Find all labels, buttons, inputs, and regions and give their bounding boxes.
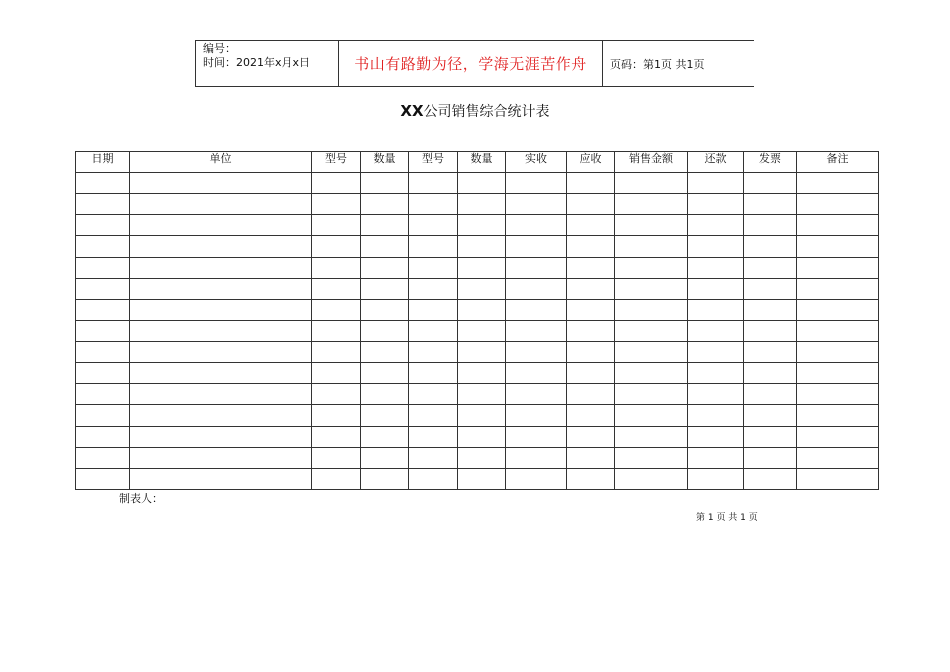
table-cell [688, 405, 744, 426]
table-cell [615, 236, 688, 257]
table-cell [797, 363, 879, 384]
table-body [76, 173, 879, 490]
table-cell [76, 384, 130, 405]
table-cell [744, 320, 797, 341]
table-cell [76, 173, 130, 194]
table-cell [130, 236, 312, 257]
table-row [76, 257, 879, 278]
table-cell [458, 173, 506, 194]
table-cell [361, 320, 409, 341]
table-cell [744, 468, 797, 489]
table-cell [797, 236, 879, 257]
table-cell [506, 236, 567, 257]
table-cell [688, 173, 744, 194]
table-cell [615, 257, 688, 278]
table-cell [797, 173, 879, 194]
page-number-label: 页码：第1页 共1页 [610, 57, 705, 71]
table-cell [312, 278, 361, 299]
table-cell [744, 215, 797, 236]
table-cell [744, 236, 797, 257]
table-header-row [76, 152, 879, 173]
table-cell [312, 194, 361, 215]
table-cell [506, 342, 567, 363]
table-cell [615, 426, 688, 447]
table-cell [409, 194, 458, 215]
table-cell [615, 173, 688, 194]
serial-number-label: 编号： [203, 42, 236, 55]
table-cell [361, 405, 409, 426]
table-cell [506, 194, 567, 215]
table-row [76, 468, 879, 489]
table-cell [615, 299, 688, 320]
page-title [0, 101, 950, 121]
table-cell [409, 363, 458, 384]
table-cell [797, 299, 879, 320]
table-cell [312, 236, 361, 257]
table-cell [458, 320, 506, 341]
table-cell [76, 342, 130, 363]
table-cell [361, 299, 409, 320]
table-cell [458, 236, 506, 257]
table-cell [409, 468, 458, 489]
table-cell [797, 194, 879, 215]
table-row [76, 384, 879, 405]
table-cell [688, 468, 744, 489]
table-cell [797, 215, 879, 236]
table-cell [688, 363, 744, 384]
table-cell [130, 320, 312, 341]
table-cell [688, 320, 744, 341]
table-cell [744, 447, 797, 468]
table-cell [615, 215, 688, 236]
table-cell [458, 299, 506, 320]
col-header-unit: 单位 [130, 152, 312, 173]
table-cell [458, 194, 506, 215]
col-header-model-2: 型号 [409, 152, 458, 173]
date-label: 时间：2021年x月x日 [203, 56, 311, 69]
document-header [195, 40, 754, 87]
table-cell [688, 215, 744, 236]
table-cell [361, 468, 409, 489]
table-cell [797, 468, 879, 489]
table-cell [688, 194, 744, 215]
table-cell [409, 257, 458, 278]
table-cell [744, 299, 797, 320]
table-cell [797, 447, 879, 468]
table-cell [130, 194, 312, 215]
table-cell [76, 236, 130, 257]
table-cell [458, 215, 506, 236]
table-cell [312, 299, 361, 320]
table-cell [409, 342, 458, 363]
header-meta [196, 41, 339, 86]
table-cell [567, 299, 615, 320]
table-cell [361, 363, 409, 384]
col-header-sales-amount: 销售金额 [615, 152, 688, 173]
col-header-quantity-2: 数量 [458, 152, 506, 173]
table-cell [458, 426, 506, 447]
table-cell [797, 342, 879, 363]
table-cell [506, 257, 567, 278]
table-cell [506, 320, 567, 341]
col-header-received: 实收 [506, 152, 567, 173]
table-cell [312, 447, 361, 468]
table-cell [615, 468, 688, 489]
table-cell [567, 384, 615, 405]
table-cell [506, 384, 567, 405]
table-cell [567, 405, 615, 426]
table-row [76, 215, 879, 236]
table-cell [567, 342, 615, 363]
table-cell [506, 278, 567, 299]
table-cell [615, 278, 688, 299]
table-cell [458, 278, 506, 299]
table-cell [567, 173, 615, 194]
table-row [76, 236, 879, 257]
header-motto-cell [339, 41, 603, 86]
table-cell [744, 342, 797, 363]
table-cell [506, 447, 567, 468]
table-cell [615, 405, 688, 426]
table-cell [506, 426, 567, 447]
table-cell [688, 299, 744, 320]
table-cell [312, 173, 361, 194]
table-cell [744, 173, 797, 194]
table-cell [76, 215, 130, 236]
table-cell [76, 320, 130, 341]
table-cell [130, 299, 312, 320]
table-cell [130, 405, 312, 426]
table-cell [361, 426, 409, 447]
table-cell [361, 257, 409, 278]
table-cell [458, 468, 506, 489]
table-cell [506, 468, 567, 489]
table-row [76, 278, 879, 299]
table-cell [458, 405, 506, 426]
table-cell [409, 447, 458, 468]
table-cell [688, 236, 744, 257]
table-cell [409, 384, 458, 405]
table-cell [130, 426, 312, 447]
sales-summary-table [75, 151, 879, 490]
col-header-remarks: 备注 [797, 152, 879, 173]
table-cell [458, 257, 506, 278]
table-cell [688, 447, 744, 468]
table-cell [130, 278, 312, 299]
motto-text: 书山有路勤为径，学海无涯苦作舟 [354, 55, 587, 73]
table-cell [409, 299, 458, 320]
table-cell [506, 173, 567, 194]
table-cell [409, 278, 458, 299]
table-cell [567, 468, 615, 489]
table-cell [567, 363, 615, 384]
table-cell [76, 468, 130, 489]
table-cell [458, 384, 506, 405]
table-cell [615, 342, 688, 363]
table-cell [615, 194, 688, 215]
table-cell [744, 426, 797, 447]
table-cell [688, 257, 744, 278]
table-cell [615, 320, 688, 341]
table-cell [567, 426, 615, 447]
table-cell [797, 426, 879, 447]
table-cell [567, 194, 615, 215]
table-cell [567, 278, 615, 299]
table-cell [567, 257, 615, 278]
table-cell [130, 257, 312, 278]
table-cell [361, 447, 409, 468]
table-cell [312, 257, 361, 278]
table-row [76, 363, 879, 384]
table-row [76, 342, 879, 363]
table-cell [506, 215, 567, 236]
table-cell [130, 363, 312, 384]
table-cell [130, 447, 312, 468]
col-header-date: 日期 [76, 152, 130, 173]
table-cell [615, 363, 688, 384]
table-cell [130, 384, 312, 405]
table-cell [76, 194, 130, 215]
col-header-invoice: 发票 [744, 152, 797, 173]
table-cell [797, 320, 879, 341]
table-cell [361, 236, 409, 257]
table-cell [567, 236, 615, 257]
table-cell [744, 194, 797, 215]
table-cell [312, 405, 361, 426]
table-cell [312, 384, 361, 405]
table-cell [797, 278, 879, 299]
table-cell [506, 405, 567, 426]
table-cell [506, 299, 567, 320]
table-cell [312, 363, 361, 384]
table-cell [361, 194, 409, 215]
table-row [76, 173, 879, 194]
col-header-repayment: 还款 [688, 152, 744, 173]
table-cell [76, 363, 130, 384]
table-cell [567, 320, 615, 341]
table-cell [567, 215, 615, 236]
table-cell [615, 384, 688, 405]
table-cell [130, 468, 312, 489]
table-cell [409, 173, 458, 194]
table-cell [797, 257, 879, 278]
table-cell [130, 342, 312, 363]
table-cell [361, 384, 409, 405]
table-cell [76, 447, 130, 468]
table-cell [312, 468, 361, 489]
table-cell [409, 236, 458, 257]
title-text: 公司销售综合统计表 [423, 104, 550, 120]
table-cell [506, 363, 567, 384]
col-header-receivable: 应收 [567, 152, 615, 173]
table-row [76, 320, 879, 341]
table-cell [361, 278, 409, 299]
table-cell [361, 173, 409, 194]
company-placeholder: XX [400, 102, 424, 120]
table-cell [458, 363, 506, 384]
table-cell [797, 384, 879, 405]
table-cell [409, 320, 458, 341]
table-cell [76, 405, 130, 426]
table-row [76, 447, 879, 468]
table-row [76, 405, 879, 426]
table-cell [312, 426, 361, 447]
table-cell [458, 447, 506, 468]
table-cell [409, 426, 458, 447]
table-cell [744, 384, 797, 405]
table-cell [567, 447, 615, 468]
table-cell [688, 342, 744, 363]
table-cell [312, 342, 361, 363]
table-cell [76, 278, 130, 299]
table-cell [76, 299, 130, 320]
table-cell [797, 405, 879, 426]
header-page-cell [603, 41, 754, 86]
table-cell [744, 278, 797, 299]
table-cell [409, 215, 458, 236]
table-cell [688, 384, 744, 405]
table-cell [688, 278, 744, 299]
table-cell [130, 173, 312, 194]
table-row [76, 426, 879, 447]
table-cell [409, 405, 458, 426]
col-header-quantity-1: 数量 [361, 152, 409, 173]
col-header-model-1: 型号 [312, 152, 361, 173]
table-cell [312, 215, 361, 236]
footer-page-number: 第 1 页 共 1 页 [696, 513, 758, 523]
table-cell [361, 215, 409, 236]
table-cell [615, 447, 688, 468]
table-cell [130, 215, 312, 236]
table-cell [458, 342, 506, 363]
table-cell [76, 257, 130, 278]
table-cell [744, 363, 797, 384]
table-cell [744, 405, 797, 426]
table-cell [361, 342, 409, 363]
table-row [76, 194, 879, 215]
table-cell [76, 426, 130, 447]
table-cell [688, 426, 744, 447]
table-cell [312, 320, 361, 341]
prepared-by-label: 制表人： [119, 492, 163, 505]
table-cell [744, 257, 797, 278]
table-row [76, 299, 879, 320]
